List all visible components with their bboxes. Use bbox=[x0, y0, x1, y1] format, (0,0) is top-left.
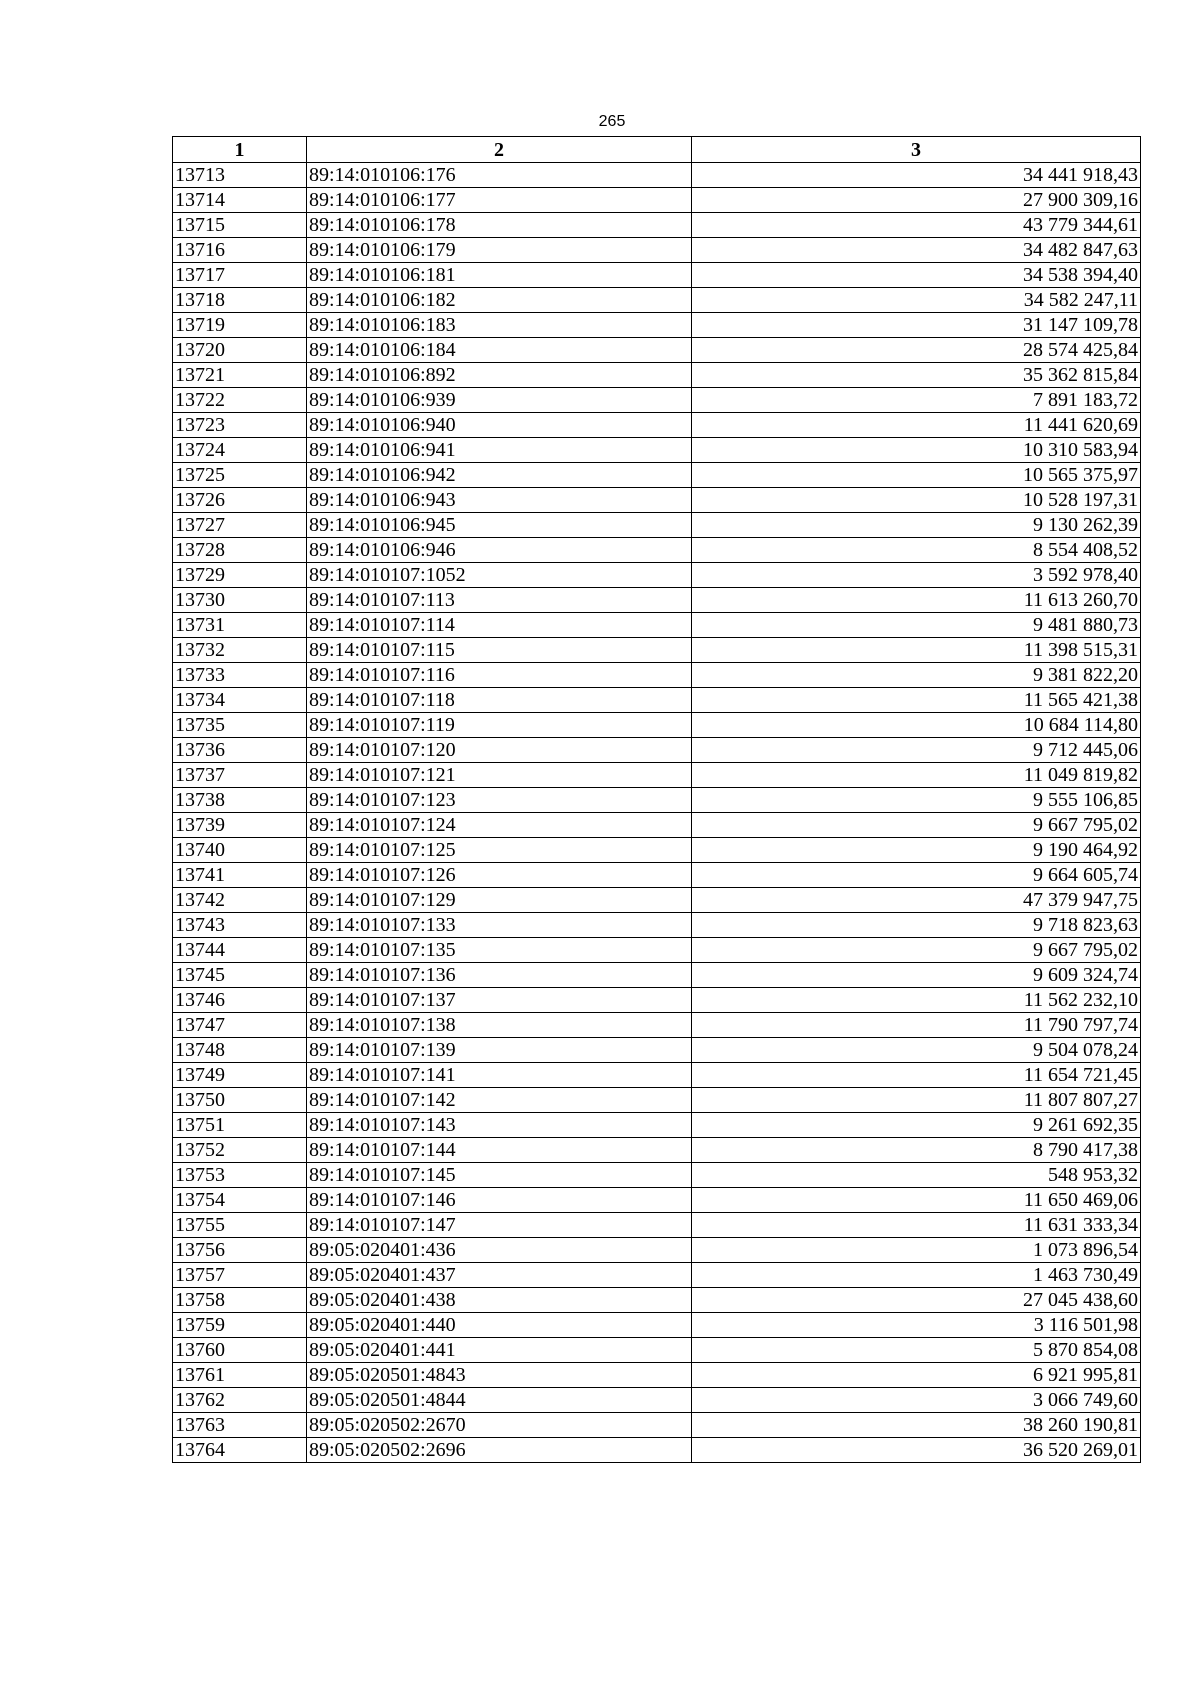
cadastral-number-cell: 89:14:010107:121 bbox=[307, 763, 692, 788]
value-cell: 5 870 854,08 bbox=[692, 1338, 1141, 1363]
cadastral-number-cell: 89:14:010106:184 bbox=[307, 338, 692, 363]
row-number-cell: 13750 bbox=[173, 1088, 307, 1113]
value-cell: 28 574 425,84 bbox=[692, 338, 1141, 363]
value-cell: 34 482 847,63 bbox=[692, 238, 1141, 263]
value-cell: 9 555 106,85 bbox=[692, 788, 1141, 813]
value-cell: 11 654 721,45 bbox=[692, 1063, 1141, 1088]
cadastral-number-cell: 89:14:010107:124 bbox=[307, 813, 692, 838]
row-number-cell: 13726 bbox=[173, 488, 307, 513]
table-row bbox=[173, 1438, 1141, 1463]
table-row bbox=[173, 1238, 1141, 1263]
row-number-cell: 13718 bbox=[173, 288, 307, 313]
value-cell: 9 481 880,73 bbox=[692, 613, 1141, 638]
value-cell: 9 261 692,35 bbox=[692, 1113, 1141, 1138]
cadastral-number-cell: 89:05:020502:2670 bbox=[307, 1413, 692, 1438]
column-header-1: 1 bbox=[173, 137, 307, 163]
cadastral-number-cell: 89:14:010107:146 bbox=[307, 1188, 692, 1213]
value-cell: 11 049 819,82 bbox=[692, 763, 1141, 788]
cadastral-number-cell: 89:14:010107:120 bbox=[307, 738, 692, 763]
row-number-cell: 13764 bbox=[173, 1438, 307, 1463]
table-row bbox=[173, 963, 1141, 988]
row-number-cell: 13759 bbox=[173, 1313, 307, 1338]
cadastral-number-cell: 89:14:010107:118 bbox=[307, 688, 692, 713]
row-number-cell: 13717 bbox=[173, 263, 307, 288]
cadastral-number-cell: 89:14:010106:892 bbox=[307, 363, 692, 388]
row-number-cell: 13749 bbox=[173, 1063, 307, 1088]
cadastral-number-cell: 89:14:010107:123 bbox=[307, 788, 692, 813]
table-row bbox=[173, 788, 1141, 813]
row-number-cell: 13738 bbox=[173, 788, 307, 813]
column-header-2: 2 bbox=[307, 137, 692, 163]
table-row bbox=[173, 413, 1141, 438]
cadastral-number-cell: 89:14:010106:177 bbox=[307, 188, 692, 213]
cadastral-number-cell: 89:14:010106:942 bbox=[307, 463, 692, 488]
row-number-cell: 13730 bbox=[173, 588, 307, 613]
row-number-cell: 13728 bbox=[173, 538, 307, 563]
table-row bbox=[173, 713, 1141, 738]
value-cell: 9 664 605,74 bbox=[692, 863, 1141, 888]
row-number-cell: 13715 bbox=[173, 213, 307, 238]
table-row bbox=[173, 513, 1141, 538]
value-cell: 34 538 394,40 bbox=[692, 263, 1141, 288]
value-cell: 38 260 190,81 bbox=[692, 1413, 1141, 1438]
cadastral-number-cell: 89:14:010106:183 bbox=[307, 313, 692, 338]
table-row bbox=[173, 1138, 1141, 1163]
value-cell: 9 712 445,06 bbox=[692, 738, 1141, 763]
table-row bbox=[173, 1413, 1141, 1438]
table-row bbox=[173, 1388, 1141, 1413]
table-row bbox=[173, 363, 1141, 388]
table-row bbox=[173, 1113, 1141, 1138]
cadastral-number-cell: 89:14:010107:139 bbox=[307, 1038, 692, 1063]
table-row bbox=[173, 938, 1141, 963]
table-row bbox=[173, 763, 1141, 788]
value-cell: 10 684 114,80 bbox=[692, 713, 1141, 738]
value-cell: 11 562 232,10 bbox=[692, 988, 1141, 1013]
cadastral-number-cell: 89:14:010107:1052 bbox=[307, 563, 692, 588]
cadastral-number-cell: 89:05:020501:4844 bbox=[307, 1388, 692, 1413]
cadastral-number-cell: 89:14:010107:143 bbox=[307, 1113, 692, 1138]
value-cell: 10 565 375,97 bbox=[692, 463, 1141, 488]
cadastral-number-cell: 89:14:010107:147 bbox=[307, 1213, 692, 1238]
row-number-cell: 13741 bbox=[173, 863, 307, 888]
cadastral-number-cell: 89:05:020502:2696 bbox=[307, 1438, 692, 1463]
row-number-cell: 13756 bbox=[173, 1238, 307, 1263]
row-number-cell: 13734 bbox=[173, 688, 307, 713]
cadastral-number-cell: 89:14:010107:116 bbox=[307, 663, 692, 688]
value-cell: 9 667 795,02 bbox=[692, 938, 1141, 963]
value-cell: 548 953,32 bbox=[692, 1163, 1141, 1188]
table-row bbox=[173, 488, 1141, 513]
value-cell: 11 790 797,74 bbox=[692, 1013, 1141, 1038]
table-row bbox=[173, 1313, 1141, 1338]
cadastral-number-cell: 89:05:020401:437 bbox=[307, 1263, 692, 1288]
row-number-cell: 13763 bbox=[173, 1413, 307, 1438]
table-body bbox=[173, 163, 1141, 1463]
value-cell: 3 116 501,98 bbox=[692, 1313, 1141, 1338]
row-number-cell: 13729 bbox=[173, 563, 307, 588]
table-row bbox=[173, 288, 1141, 313]
row-number-cell: 13736 bbox=[173, 738, 307, 763]
cadastral-number-cell: 89:05:020401:436 bbox=[307, 1238, 692, 1263]
table-row bbox=[173, 563, 1141, 588]
value-cell: 7 891 183,72 bbox=[692, 388, 1141, 413]
cadastral-number-cell: 89:14:010107:125 bbox=[307, 838, 692, 863]
cadastral-number-cell: 89:14:010106:943 bbox=[307, 488, 692, 513]
table-row bbox=[173, 188, 1141, 213]
row-number-cell: 13720 bbox=[173, 338, 307, 363]
cadastral-number-cell: 89:14:010106:941 bbox=[307, 438, 692, 463]
cadastral-number-cell: 89:14:010107:142 bbox=[307, 1088, 692, 1113]
cadastral-number-cell: 89:14:010107:141 bbox=[307, 1063, 692, 1088]
row-number-cell: 13721 bbox=[173, 363, 307, 388]
cadastral-number-cell: 89:14:010107:144 bbox=[307, 1138, 692, 1163]
value-cell: 10 528 197,31 bbox=[692, 488, 1141, 513]
value-cell: 1 463 730,49 bbox=[692, 1263, 1141, 1288]
row-number-cell: 13735 bbox=[173, 713, 307, 738]
table-row bbox=[173, 1063, 1141, 1088]
cadastral-number-cell: 89:14:010106:939 bbox=[307, 388, 692, 413]
value-cell: 9 667 795,02 bbox=[692, 813, 1141, 838]
row-number-cell: 13737 bbox=[173, 763, 307, 788]
value-cell: 6 921 995,81 bbox=[692, 1363, 1141, 1388]
value-cell: 9 504 078,24 bbox=[692, 1038, 1141, 1063]
row-number-cell: 13742 bbox=[173, 888, 307, 913]
table-row bbox=[173, 1188, 1141, 1213]
value-cell: 11 398 515,31 bbox=[692, 638, 1141, 663]
row-number-cell: 13745 bbox=[173, 963, 307, 988]
value-cell: 11 441 620,69 bbox=[692, 413, 1141, 438]
cadastral-number-cell: 89:14:010107:115 bbox=[307, 638, 692, 663]
row-number-cell: 13747 bbox=[173, 1013, 307, 1038]
value-cell: 27 900 309,16 bbox=[692, 188, 1141, 213]
value-cell: 11 565 421,38 bbox=[692, 688, 1141, 713]
cadastral-number-cell: 89:14:010107:137 bbox=[307, 988, 692, 1013]
row-number-cell: 13719 bbox=[173, 313, 307, 338]
table-row bbox=[173, 538, 1141, 563]
value-cell: 43 779 344,61 bbox=[692, 213, 1141, 238]
table-row bbox=[173, 213, 1141, 238]
cadastral-number-cell: 89:14:010107:113 bbox=[307, 588, 692, 613]
cadastral-number-cell: 89:14:010107:114 bbox=[307, 613, 692, 638]
table-row bbox=[173, 263, 1141, 288]
cadastral-number-cell: 89:14:010107:145 bbox=[307, 1163, 692, 1188]
column-header-3: 3 bbox=[692, 137, 1141, 163]
row-number-cell: 13731 bbox=[173, 613, 307, 638]
cadastral-number-cell: 89:05:020401:441 bbox=[307, 1338, 692, 1363]
table-row bbox=[173, 1363, 1141, 1388]
row-number-cell: 13754 bbox=[173, 1188, 307, 1213]
table-row bbox=[173, 1013, 1141, 1038]
row-number-cell: 13762 bbox=[173, 1388, 307, 1413]
cadastral-number-cell: 89:14:010106:181 bbox=[307, 263, 692, 288]
table-row bbox=[173, 613, 1141, 638]
value-cell: 9 609 324,74 bbox=[692, 963, 1141, 988]
row-number-cell: 13746 bbox=[173, 988, 307, 1013]
row-number-cell: 13752 bbox=[173, 1138, 307, 1163]
value-cell: 10 310 583,94 bbox=[692, 438, 1141, 463]
table-row bbox=[173, 238, 1141, 263]
value-cell: 34 582 247,11 bbox=[692, 288, 1141, 313]
value-cell: 1 073 896,54 bbox=[692, 1238, 1141, 1263]
value-cell: 11 807 807,27 bbox=[692, 1088, 1141, 1113]
table-row bbox=[173, 388, 1141, 413]
table-row bbox=[173, 663, 1141, 688]
row-number-cell: 13760 bbox=[173, 1338, 307, 1363]
table-row bbox=[173, 688, 1141, 713]
table-row bbox=[173, 463, 1141, 488]
value-cell: 35 362 815,84 bbox=[692, 363, 1141, 388]
row-number-cell: 13748 bbox=[173, 1038, 307, 1063]
row-number-cell: 13732 bbox=[173, 638, 307, 663]
row-number-cell: 13714 bbox=[173, 188, 307, 213]
value-cell: 3 592 978,40 bbox=[692, 563, 1141, 588]
table-row bbox=[173, 738, 1141, 763]
value-cell: 27 045 438,60 bbox=[692, 1288, 1141, 1313]
row-number-cell: 13743 bbox=[173, 913, 307, 938]
value-cell: 9 190 464,92 bbox=[692, 838, 1141, 863]
row-number-cell: 13716 bbox=[173, 238, 307, 263]
cadastral-number-cell: 89:14:010107:119 bbox=[307, 713, 692, 738]
cadastral-number-cell: 89:14:010106:946 bbox=[307, 538, 692, 563]
table-row bbox=[173, 438, 1141, 463]
cadastral-number-cell: 89:05:020501:4843 bbox=[307, 1363, 692, 1388]
cadastral-number-cell: 89:14:010107:129 bbox=[307, 888, 692, 913]
row-number-cell: 13713 bbox=[173, 163, 307, 188]
row-number-cell: 13761 bbox=[173, 1363, 307, 1388]
table-row bbox=[173, 1263, 1141, 1288]
row-number-cell: 13725 bbox=[173, 463, 307, 488]
row-number-cell: 13739 bbox=[173, 813, 307, 838]
value-cell: 3 066 749,60 bbox=[692, 1388, 1141, 1413]
table-row bbox=[173, 1288, 1141, 1313]
cadastral-number-cell: 89:14:010107:135 bbox=[307, 938, 692, 963]
table-row bbox=[173, 1163, 1141, 1188]
row-number-cell: 13755 bbox=[173, 1213, 307, 1238]
row-number-cell: 13722 bbox=[173, 388, 307, 413]
value-cell: 36 520 269,01 bbox=[692, 1438, 1141, 1463]
cadastral-number-cell: 89:14:010106:178 bbox=[307, 213, 692, 238]
value-cell: 34 441 918,43 bbox=[692, 163, 1141, 188]
cadastral-number-cell: 89:14:010106:179 bbox=[307, 238, 692, 263]
cadastral-number-cell: 89:14:010106:945 bbox=[307, 513, 692, 538]
value-cell: 11 631 333,34 bbox=[692, 1213, 1141, 1238]
row-number-cell: 13751 bbox=[173, 1113, 307, 1138]
table-row bbox=[173, 638, 1141, 663]
table-row bbox=[173, 888, 1141, 913]
cadastral-number-cell: 89:14:010106:940 bbox=[307, 413, 692, 438]
value-cell: 8 554 408,52 bbox=[692, 538, 1141, 563]
value-cell: 11 613 260,70 bbox=[692, 588, 1141, 613]
row-number-cell: 13723 bbox=[173, 413, 307, 438]
table-row bbox=[173, 1088, 1141, 1113]
row-number-cell: 13740 bbox=[173, 838, 307, 863]
value-cell: 47 379 947,75 bbox=[692, 888, 1141, 913]
table-row bbox=[173, 913, 1141, 938]
value-cell: 8 790 417,38 bbox=[692, 1138, 1141, 1163]
cadastral-number-cell: 89:14:010107:126 bbox=[307, 863, 692, 888]
table-row bbox=[173, 863, 1141, 888]
value-cell: 9 718 823,63 bbox=[692, 913, 1141, 938]
table-row bbox=[173, 588, 1141, 613]
row-number-cell: 13733 bbox=[173, 663, 307, 688]
cadastral-number-cell: 89:05:020401:440 bbox=[307, 1313, 692, 1338]
value-cell: 9 130 262,39 bbox=[692, 513, 1141, 538]
table-row bbox=[173, 1038, 1141, 1063]
table-row bbox=[173, 813, 1141, 838]
value-cell: 11 650 469,06 bbox=[692, 1188, 1141, 1213]
row-number-cell: 13727 bbox=[173, 513, 307, 538]
page-number: 265 bbox=[598, 113, 626, 130]
row-number-cell: 13744 bbox=[173, 938, 307, 963]
value-cell: 9 381 822,20 bbox=[692, 663, 1141, 688]
cadastral-number-cell: 89:14:010107:136 bbox=[307, 963, 692, 988]
cadastral-number-cell: 89:05:020401:438 bbox=[307, 1288, 692, 1313]
row-number-cell: 13753 bbox=[173, 1163, 307, 1188]
table-row bbox=[173, 313, 1141, 338]
table-row bbox=[173, 838, 1141, 863]
table-row bbox=[173, 988, 1141, 1013]
table-row bbox=[173, 1213, 1141, 1238]
value-cell: 31 147 109,78 bbox=[692, 313, 1141, 338]
table-row bbox=[173, 338, 1141, 363]
row-number-cell: 13758 bbox=[173, 1288, 307, 1313]
cadastral-number-cell: 89:14:010107:138 bbox=[307, 1013, 692, 1038]
table-header-row bbox=[173, 137, 1141, 163]
data-table bbox=[172, 136, 1141, 1463]
cadastral-number-cell: 89:14:010106:176 bbox=[307, 163, 692, 188]
row-number-cell: 13757 bbox=[173, 1263, 307, 1288]
row-number-cell: 13724 bbox=[173, 438, 307, 463]
cadastral-number-cell: 89:14:010106:182 bbox=[307, 288, 692, 313]
table-row bbox=[173, 1338, 1141, 1363]
cadastral-number-cell: 89:14:010107:133 bbox=[307, 913, 692, 938]
table-row bbox=[173, 163, 1141, 188]
